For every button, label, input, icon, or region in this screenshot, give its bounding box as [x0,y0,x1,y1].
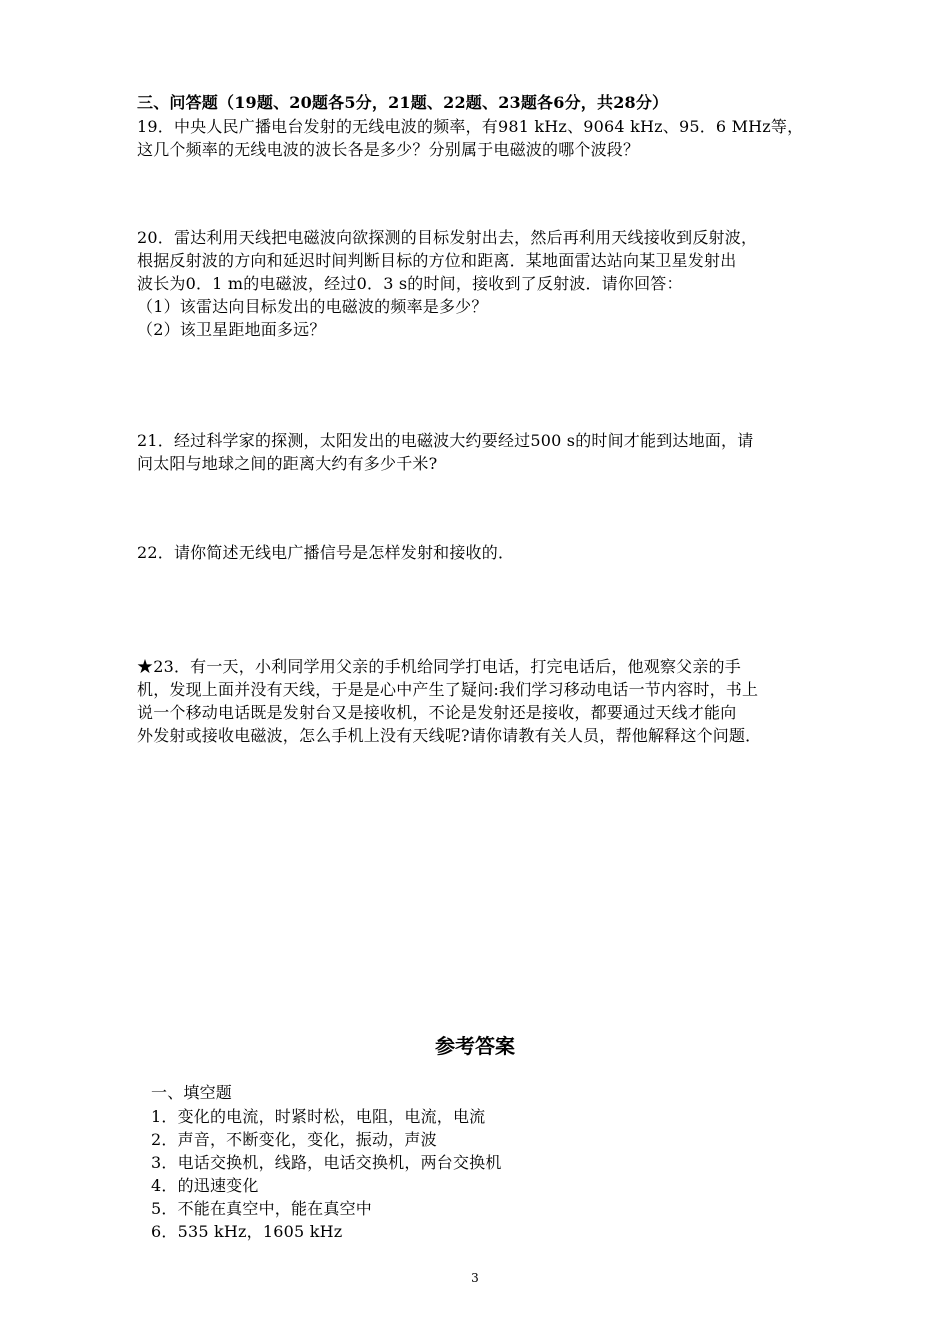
answer-subheading: 一、填空题 [151,1083,233,1102]
answer-item: 5．不能在真空中，能在真空中 [151,1199,372,1218]
question-line: 波长为0．1 m的电磁波，经过0．3 s的时间，接收到了反射波．请你回答： [137,274,683,293]
question-subpart: （2）该卫星距地面多远？ [137,320,326,339]
question-line: 19．中央人民广播电台发射的无线电波的频率，有981 kHz、9064 kHz、95．6 MHz等， [137,117,804,136]
question-subpart: （1）该雷达向目标发出的电磁波的频率是多少？ [137,297,488,316]
question-line: 外发射或接收电磁波，怎么手机上没有天线呢?请你请教有关人员，帮他解释这个问题． [137,726,762,745]
answer-item: 3．电话交换机，线路，电话交换机，两台交换机 [151,1153,502,1172]
answer-item: 4．的迅速变化 [151,1176,259,1195]
answer-item: 6．535 kHz，1605 kHz [151,1222,343,1241]
answer-heading: 参考答案 [435,1034,515,1058]
answer-item: 1．变化的电流，时紧时松，电阻，电流，电流 [151,1107,486,1126]
question-line: 说一个移动电话既是发射台又是接收机，不论是发射还是接收，都要通过天线才能向 [137,703,737,722]
question-line: 机，发现上面并没有天线，于是是心中产生了疑问:我们学习移动电话一节内容时，书上 [137,680,759,699]
question-line: 22．请你简述无线电广播信号是怎样发射和接收的． [137,543,515,562]
question-line: 21．经过科学家的探测，太阳发出的电磁波大约要经过500 s的时间才能到达地面，请 [137,431,754,450]
question-line: ★23．有一天，小利同学用父亲的手机给同学打电话，打完电话后，他观察父亲的手 [137,657,741,676]
question-line: 问太阳与地球之间的距离大约有多少千米? [137,454,438,473]
answer-item: 2．声音，不断变化，变化，振动，声波 [151,1130,437,1149]
section-title: 三、问答题（19题、20题各5分，21题、22题、23题各6分，共28分） [137,93,669,112]
question-line: 根据反射波的方向和延迟时间判断目标的方位和距离．某地面雷达站向某卫星发射出 [137,251,737,270]
question-line: 这几个频率的无线电波的波长各是多少？分别属于电磁波的哪个波段？ [137,140,640,159]
question-line: 20．雷达利用天线把电磁波向欲探测的目标发射出去，然后再利用天线接收到反射波， [137,228,758,247]
page-number: 3 [471,1271,479,1285]
